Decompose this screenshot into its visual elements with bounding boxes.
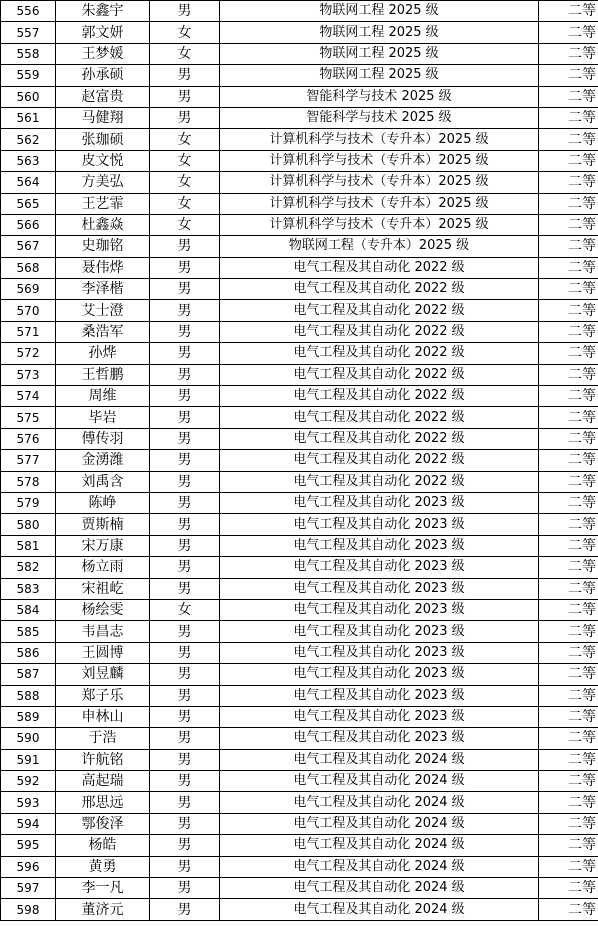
major-grade-cell: 智能科学与技术 2025 级 — [220, 86, 539, 107]
award-level-cell: 二等 — [539, 856, 598, 877]
award-level-cell: 二等 — [539, 193, 598, 214]
table-row — [1, 43, 598, 64]
row-number-cell: 569 — [1, 279, 56, 300]
award-level-cell: 二等 — [539, 664, 598, 685]
gender-cell: 女 — [150, 43, 220, 64]
table-row — [1, 813, 598, 834]
gender-cell: 男 — [150, 492, 220, 513]
award-level-cell: 二等 — [539, 172, 598, 193]
table-row — [1, 172, 598, 193]
student-name-cell: 毕岩 — [56, 407, 150, 428]
gender-cell: 男 — [150, 343, 220, 364]
award-level-cell: 二等 — [539, 257, 598, 278]
table-row — [1, 22, 598, 43]
award-level-cell: 二等 — [539, 706, 598, 727]
row-number-cell: 570 — [1, 300, 56, 321]
major-grade-cell: 计算机科学与技术（专升本）2025 级 — [220, 193, 539, 214]
award-level-cell: 二等 — [539, 835, 598, 856]
gender-cell: 女 — [150, 214, 220, 235]
table-row — [1, 706, 598, 727]
major-grade-cell: 电气工程及其自动化 2022 级 — [220, 257, 539, 278]
major-grade-cell: 电气工程及其自动化 2024 级 — [220, 856, 539, 877]
award-level-cell: 二等 — [539, 621, 598, 642]
student-name-cell: 孙烨 — [56, 343, 150, 364]
student-name-cell: 贾斯楠 — [56, 514, 150, 535]
table-row — [1, 578, 598, 599]
table-row — [1, 107, 598, 128]
gender-cell: 女 — [150, 193, 220, 214]
row-number-cell: 583 — [1, 578, 56, 599]
table-row — [1, 279, 598, 300]
table-row — [1, 492, 598, 513]
student-name-cell: 陈峥 — [56, 492, 150, 513]
row-number-cell: 577 — [1, 450, 56, 471]
student-name-cell: 杨皓 — [56, 835, 150, 856]
table-row — [1, 407, 598, 428]
row-number-cell: 591 — [1, 749, 56, 770]
student-name-cell: 董济元 — [56, 899, 150, 920]
gender-cell: 男 — [150, 535, 220, 556]
student-name-cell: 王哲鹏 — [56, 364, 150, 385]
student-name-cell: 王圆博 — [56, 642, 150, 663]
gender-cell: 男 — [150, 514, 220, 535]
table-row — [1, 535, 598, 556]
row-number-cell: 586 — [1, 642, 56, 663]
table-row — [1, 150, 598, 171]
major-grade-cell: 电气工程及其自动化 2023 级 — [220, 557, 539, 578]
award-level-cell: 二等 — [539, 813, 598, 834]
award-level-cell: 二等 — [539, 214, 598, 235]
table-row — [1, 193, 598, 214]
award-level-cell: 二等 — [539, 300, 598, 321]
student-name-cell: 王艺霏 — [56, 193, 150, 214]
student-name-cell: 史珈铭 — [56, 236, 150, 257]
row-number-cell: 587 — [1, 664, 56, 685]
award-level-cell: 二等 — [539, 514, 598, 535]
award-level-cell: 二等 — [539, 642, 598, 663]
student-name-cell: 聂伟烨 — [56, 257, 150, 278]
row-number-cell: 557 — [1, 22, 56, 43]
row-number-cell: 565 — [1, 193, 56, 214]
award-level-cell: 二等 — [539, 492, 598, 513]
award-level-cell: 二等 — [539, 22, 598, 43]
student-name-cell: 刘昱麟 — [56, 664, 150, 685]
student-name-cell: 李一凡 — [56, 878, 150, 899]
gender-cell: 男 — [150, 685, 220, 706]
student-name-cell: 傅传羽 — [56, 428, 150, 449]
table-row — [1, 343, 598, 364]
table-row — [1, 129, 598, 150]
gender-cell: 男 — [150, 578, 220, 599]
major-grade-cell: 电气工程及其自动化 2023 级 — [220, 728, 539, 749]
student-name-cell: 宋万康 — [56, 535, 150, 556]
student-name-cell: 孙承硕 — [56, 65, 150, 86]
row-number-cell: 595 — [1, 835, 56, 856]
award-level-cell: 二等 — [539, 685, 598, 706]
gender-cell: 男 — [150, 878, 220, 899]
gender-cell: 男 — [150, 621, 220, 642]
award-level-cell: 二等 — [539, 407, 598, 428]
row-number-cell: 582 — [1, 557, 56, 578]
table-row — [1, 514, 598, 535]
row-number-cell: 593 — [1, 792, 56, 813]
gender-cell: 男 — [150, 236, 220, 257]
major-grade-cell: 电气工程及其自动化 2024 级 — [220, 835, 539, 856]
table-row — [1, 386, 598, 407]
major-grade-cell: 电气工程及其自动化 2022 级 — [220, 386, 539, 407]
student-name-cell: 李泽楷 — [56, 279, 150, 300]
row-number-cell: 594 — [1, 813, 56, 834]
gender-cell: 男 — [150, 257, 220, 278]
row-number-cell: 584 — [1, 599, 56, 620]
major-grade-cell: 电气工程及其自动化 2024 级 — [220, 813, 539, 834]
student-name-cell: 韦昌志 — [56, 621, 150, 642]
table-row — [1, 664, 598, 685]
gender-cell: 男 — [150, 1, 220, 22]
student-name-cell: 杜鑫焱 — [56, 214, 150, 235]
student-name-cell: 黄勇 — [56, 856, 150, 877]
award-level-cell: 二等 — [539, 236, 598, 257]
table-row — [1, 835, 598, 856]
gender-cell: 男 — [150, 856, 220, 877]
gender-cell: 男 — [150, 107, 220, 128]
gender-cell: 男 — [150, 86, 220, 107]
major-grade-cell: 电气工程及其自动化 2023 级 — [220, 578, 539, 599]
major-grade-cell: 电气工程及其自动化 2022 级 — [220, 364, 539, 385]
gender-cell: 男 — [150, 642, 220, 663]
student-name-cell: 鄂俊泽 — [56, 813, 150, 834]
table-row — [1, 214, 598, 235]
major-grade-cell: 计算机科学与技术（专升本）2025 级 — [220, 172, 539, 193]
student-name-cell: 皮文悦 — [56, 150, 150, 171]
major-grade-cell: 物联网工程 2025 级 — [220, 22, 539, 43]
table-row — [1, 728, 598, 749]
table-row — [1, 428, 598, 449]
major-grade-cell: 物联网工程（专升本）2025 级 — [220, 236, 539, 257]
student-name-cell: 赵富贵 — [56, 86, 150, 107]
gender-cell: 男 — [150, 771, 220, 792]
student-name-cell: 刘禹含 — [56, 471, 150, 492]
gender-cell: 女 — [150, 129, 220, 150]
award-level-cell: 二等 — [539, 771, 598, 792]
student-name-cell: 杨立雨 — [56, 557, 150, 578]
award-level-cell: 二等 — [539, 878, 598, 899]
major-grade-cell: 计算机科学与技术（专升本）2025 级 — [220, 214, 539, 235]
table-row — [1, 899, 598, 920]
table-row — [1, 856, 598, 877]
row-number-cell: 589 — [1, 706, 56, 727]
gender-cell: 男 — [150, 664, 220, 685]
gender-cell: 男 — [150, 899, 220, 920]
award-level-cell: 二等 — [539, 557, 598, 578]
gender-cell: 男 — [150, 386, 220, 407]
row-number-cell: 576 — [1, 428, 56, 449]
table-row — [1, 749, 598, 770]
award-level-cell: 二等 — [539, 471, 598, 492]
row-number-cell: 568 — [1, 257, 56, 278]
table-row — [1, 257, 598, 278]
major-grade-cell: 电气工程及其自动化 2022 级 — [220, 471, 539, 492]
gender-cell: 男 — [150, 407, 220, 428]
major-grade-cell: 物联网工程 2025 级 — [220, 65, 539, 86]
table-row — [1, 236, 598, 257]
gender-cell: 男 — [150, 300, 220, 321]
gender-cell: 男 — [150, 321, 220, 342]
student-name-cell: 郑子乐 — [56, 685, 150, 706]
award-level-cell: 二等 — [539, 728, 598, 749]
gender-cell: 男 — [150, 450, 220, 471]
row-number-cell: 560 — [1, 86, 56, 107]
student-name-cell: 马健翔 — [56, 107, 150, 128]
row-number-cell: 558 — [1, 43, 56, 64]
major-grade-cell: 电气工程及其自动化 2022 级 — [220, 343, 539, 364]
award-level-cell: 二等 — [539, 792, 598, 813]
major-grade-cell: 电气工程及其自动化 2023 级 — [220, 514, 539, 535]
gender-cell: 男 — [150, 428, 220, 449]
row-number-cell: 561 — [1, 107, 56, 128]
table-row — [1, 557, 598, 578]
award-level-cell: 二等 — [539, 428, 598, 449]
row-number-cell: 563 — [1, 150, 56, 171]
gender-cell: 女 — [150, 150, 220, 171]
table-row — [1, 685, 598, 706]
award-level-cell: 二等 — [539, 107, 598, 128]
row-number-cell: 571 — [1, 321, 56, 342]
row-number-cell: 588 — [1, 685, 56, 706]
row-number-cell: 581 — [1, 535, 56, 556]
award-level-cell: 二等 — [539, 343, 598, 364]
student-name-cell: 杨绘雯 — [56, 599, 150, 620]
gender-cell: 男 — [150, 471, 220, 492]
row-number-cell: 580 — [1, 514, 56, 535]
table-row — [1, 642, 598, 663]
major-grade-cell: 电气工程及其自动化 2024 级 — [220, 878, 539, 899]
gender-cell: 男 — [150, 813, 220, 834]
major-grade-cell: 电气工程及其自动化 2023 级 — [220, 685, 539, 706]
major-grade-cell: 智能科学与技术 2025 级 — [220, 107, 539, 128]
student-name-cell: 郭文妍 — [56, 22, 150, 43]
major-grade-cell: 电气工程及其自动化 2022 级 — [220, 300, 539, 321]
table-body — [1, 1, 598, 921]
major-grade-cell: 电气工程及其自动化 2023 级 — [220, 535, 539, 556]
award-level-cell: 二等 — [539, 899, 598, 920]
row-number-cell: 579 — [1, 492, 56, 513]
award-level-cell: 二等 — [539, 129, 598, 150]
table-row — [1, 364, 598, 385]
table-row — [1, 450, 598, 471]
gender-cell: 女 — [150, 172, 220, 193]
award-level-cell: 二等 — [539, 86, 598, 107]
row-number-cell: 592 — [1, 771, 56, 792]
student-name-cell: 周维 — [56, 386, 150, 407]
student-name-cell: 王梦媛 — [56, 43, 150, 64]
major-grade-cell: 电气工程及其自动化 2023 级 — [220, 492, 539, 513]
student-name-cell: 许航铭 — [56, 749, 150, 770]
gender-cell: 女 — [150, 599, 220, 620]
student-name-cell: 于浩 — [56, 728, 150, 749]
row-number-cell: 585 — [1, 621, 56, 642]
table-row — [1, 300, 598, 321]
award-level-cell: 二等 — [539, 1, 598, 22]
row-number-cell: 573 — [1, 364, 56, 385]
award-level-cell: 二等 — [539, 450, 598, 471]
row-number-cell: 597 — [1, 878, 56, 899]
table-row — [1, 86, 598, 107]
award-level-cell: 二等 — [539, 578, 598, 599]
table-row — [1, 321, 598, 342]
major-grade-cell: 电气工程及其自动化 2023 级 — [220, 664, 539, 685]
gender-cell: 男 — [150, 279, 220, 300]
major-grade-cell: 电气工程及其自动化 2022 级 — [220, 407, 539, 428]
major-grade-cell: 电气工程及其自动化 2024 级 — [220, 771, 539, 792]
major-grade-cell: 计算机科学与技术（专升本）2025 级 — [220, 150, 539, 171]
major-grade-cell: 电气工程及其自动化 2022 级 — [220, 321, 539, 342]
row-number-cell: 564 — [1, 172, 56, 193]
gender-cell: 男 — [150, 728, 220, 749]
row-number-cell: 575 — [1, 407, 56, 428]
gender-cell: 男 — [150, 792, 220, 813]
major-grade-cell: 电气工程及其自动化 2022 级 — [220, 279, 539, 300]
student-name-cell: 桑浩军 — [56, 321, 150, 342]
table-row — [1, 771, 598, 792]
table-row — [1, 621, 598, 642]
award-level-cell: 二等 — [539, 150, 598, 171]
student-name-cell: 艾士澄 — [56, 300, 150, 321]
award-level-cell: 二等 — [539, 43, 598, 64]
student-name-cell: 申林山 — [56, 706, 150, 727]
row-number-cell: 590 — [1, 728, 56, 749]
student-name-cell: 金湧潍 — [56, 450, 150, 471]
major-grade-cell: 物联网工程 2025 级 — [220, 43, 539, 64]
row-number-cell: 574 — [1, 386, 56, 407]
gender-cell: 男 — [150, 835, 220, 856]
student-name-cell: 宋祖屹 — [56, 578, 150, 599]
row-number-cell: 567 — [1, 236, 56, 257]
award-level-cell: 二等 — [539, 749, 598, 770]
major-grade-cell: 电气工程及其自动化 2022 级 — [220, 428, 539, 449]
row-number-cell: 572 — [1, 343, 56, 364]
student-name-cell: 邢思远 — [56, 792, 150, 813]
award-level-cell: 二等 — [539, 321, 598, 342]
major-grade-cell: 电气工程及其自动化 2023 级 — [220, 642, 539, 663]
row-number-cell: 556 — [1, 1, 56, 22]
major-grade-cell: 电气工程及其自动化 2024 级 — [220, 792, 539, 813]
row-number-cell: 559 — [1, 65, 56, 86]
table-row — [1, 792, 598, 813]
award-level-cell: 二等 — [539, 364, 598, 385]
student-name-cell: 朱鑫宇 — [56, 1, 150, 22]
row-number-cell: 596 — [1, 856, 56, 877]
row-number-cell: 562 — [1, 129, 56, 150]
student-name-cell: 方美弘 — [56, 172, 150, 193]
row-number-cell: 578 — [1, 471, 56, 492]
table-row — [1, 65, 598, 86]
major-grade-cell: 电气工程及其自动化 2023 级 — [220, 599, 539, 620]
table-row — [1, 1, 598, 22]
major-grade-cell: 电气工程及其自动化 2024 级 — [220, 899, 539, 920]
table-row — [1, 471, 598, 492]
award-level-cell: 二等 — [539, 386, 598, 407]
award-level-cell: 二等 — [539, 535, 598, 556]
gender-cell: 女 — [150, 22, 220, 43]
gender-cell: 男 — [150, 65, 220, 86]
row-number-cell: 566 — [1, 214, 56, 235]
major-grade-cell: 电气工程及其自动化 2024 级 — [220, 749, 539, 770]
table-row — [1, 878, 598, 899]
table-row — [1, 599, 598, 620]
gender-cell: 男 — [150, 557, 220, 578]
award-level-cell: 二等 — [539, 279, 598, 300]
student-name-cell: 高起瑞 — [56, 771, 150, 792]
major-grade-cell: 物联网工程 2025 级 — [220, 1, 539, 22]
award-level-cell: 二等 — [539, 599, 598, 620]
row-number-cell: 598 — [1, 899, 56, 920]
gender-cell: 男 — [150, 706, 220, 727]
major-grade-cell: 电气工程及其自动化 2023 级 — [220, 706, 539, 727]
major-grade-cell: 计算机科学与技术（专升本）2025 级 — [220, 129, 539, 150]
major-grade-cell: 电气工程及其自动化 2022 级 — [220, 450, 539, 471]
gender-cell: 男 — [150, 364, 220, 385]
gender-cell: 男 — [150, 749, 220, 770]
major-grade-cell: 电气工程及其自动化 2023 级 — [220, 621, 539, 642]
award-level-cell: 二等 — [539, 65, 598, 86]
student-name-cell: 张珈硕 — [56, 129, 150, 150]
